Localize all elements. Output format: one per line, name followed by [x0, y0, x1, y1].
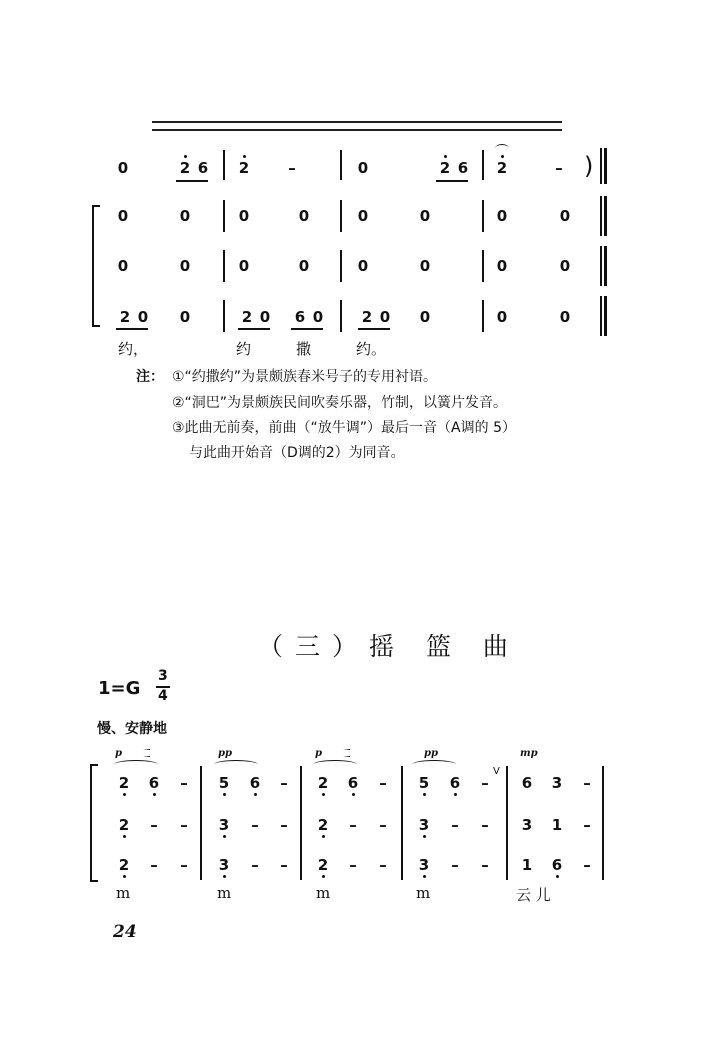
barline [602, 766, 604, 880]
note: – [379, 774, 387, 792]
note: 3 [409, 816, 439, 834]
note-item-1: ①“约撒约”为景颇族春米号子的专用衬语。 [172, 369, 438, 385]
note: 0 [496, 207, 508, 225]
note: – [481, 856, 489, 874]
barline [340, 300, 342, 332]
note: – [379, 856, 387, 874]
note: 0 [179, 308, 191, 326]
note: 0 [298, 207, 310, 225]
key-signature: 1=G [98, 678, 141, 699]
note: 2 [109, 774, 139, 792]
note: – [583, 856, 591, 874]
note: 3 [521, 816, 533, 834]
note: 6 [139, 774, 169, 792]
note: – [288, 159, 296, 177]
barline [340, 200, 342, 232]
barline [223, 150, 225, 180]
lyric: m [416, 884, 431, 902]
top-rule [152, 121, 562, 123]
note: 0 [559, 257, 571, 275]
note: – [583, 816, 591, 834]
note: – [481, 774, 489, 792]
barline [200, 766, 202, 880]
underline [116, 328, 148, 330]
underline [291, 328, 323, 330]
note: 2 [430, 159, 460, 177]
note: 2 [170, 159, 200, 177]
lyric: m [116, 884, 131, 902]
final-barline-thick [604, 246, 607, 286]
slur [114, 760, 158, 769]
note-item-3: ③此曲无前奏，前曲（“放牛调”）最后一音（A调的 5） [172, 420, 516, 436]
fermata [495, 144, 509, 153]
barline [300, 766, 302, 880]
note: 0 [312, 308, 324, 326]
final-barline-thick [604, 148, 607, 184]
dynamic-mark: pp [218, 748, 232, 759]
system-brace [90, 764, 98, 882]
time-signature-top: 3 [158, 668, 168, 684]
dynamic-mark: mp [520, 748, 538, 759]
note: 0 [117, 257, 129, 275]
barline [482, 200, 484, 232]
note: 3 [551, 774, 563, 792]
note: 0 [379, 308, 391, 326]
crescendo-hairpin [322, 749, 350, 757]
slur [313, 760, 357, 769]
note: – [180, 856, 188, 874]
note: 2 [308, 856, 338, 874]
note: – [349, 816, 357, 834]
final-barline-thick [604, 296, 607, 336]
piece-title: （三）摇 篮 曲 [258, 632, 520, 661]
lyric: 约 [236, 340, 252, 358]
note: 0 [419, 207, 431, 225]
note: 6 [338, 774, 368, 792]
tempo-marking: 慢、安静地 [97, 721, 167, 737]
final-barline [600, 296, 602, 336]
barline [340, 250, 342, 282]
lyric: m [217, 884, 232, 902]
note: 6 [440, 774, 470, 792]
note-item-2: ②“洞巴”为景颇族民间吹奏乐器，竹制，以簧片发音。 [172, 395, 508, 411]
note: 0 [357, 257, 369, 275]
underline [176, 180, 208, 182]
note: 6 [197, 159, 209, 177]
note: 0 [357, 207, 369, 225]
note: – [280, 816, 288, 834]
slur [412, 760, 456, 769]
note: 0 [238, 257, 250, 275]
note: 1 [551, 816, 563, 834]
crescendo-hairpin [122, 749, 150, 757]
note: – [451, 856, 459, 874]
lyric: 约， [118, 340, 149, 358]
note-item-4: 与此曲开始音（D调的2）为同音。 [189, 445, 405, 461]
note: – [379, 816, 387, 834]
note: 5 [209, 774, 239, 792]
slur [214, 760, 258, 769]
note: 2 [361, 308, 373, 326]
breath-mark: V [493, 766, 500, 777]
note: – [451, 816, 459, 834]
note: – [180, 816, 188, 834]
lyric: m [316, 884, 331, 902]
note: 0 [496, 308, 508, 326]
note: 0 [559, 207, 571, 225]
note: 0 [259, 308, 271, 326]
barline [340, 150, 342, 180]
note: 3 [409, 856, 439, 874]
note: 3 [209, 856, 239, 874]
note: 2 [109, 816, 139, 834]
barline [223, 250, 225, 282]
note: 0 [496, 257, 508, 275]
lyric: 云 儿 [516, 886, 551, 904]
note: 0 [137, 308, 149, 326]
page-number: 24 [113, 922, 137, 942]
barline [482, 250, 484, 282]
dynamic-mark: pp [424, 748, 438, 759]
note: 2 [308, 774, 338, 792]
final-barline [600, 196, 602, 236]
note: 0 [117, 159, 129, 177]
note: – [150, 856, 158, 874]
top-rule-2 [152, 129, 562, 131]
final-barline [600, 246, 602, 286]
lyric: 约。 [356, 340, 387, 358]
underline [358, 328, 390, 330]
note: 0 [238, 207, 250, 225]
note: 5 [409, 774, 439, 792]
final-barline [600, 148, 602, 184]
lyric: 撒 [296, 340, 312, 358]
note: 2 [487, 159, 517, 177]
barline [401, 766, 403, 880]
note: – [481, 816, 489, 834]
note: – [349, 856, 357, 874]
note: – [251, 856, 259, 874]
barline [482, 150, 484, 180]
note: – [583, 774, 591, 792]
note: 0 [357, 159, 369, 177]
note: 1 [521, 856, 533, 874]
note: – [280, 774, 288, 792]
dynamic-mark: p [315, 748, 322, 759]
note: 6 [457, 159, 469, 177]
note: 2 [241, 308, 253, 326]
note: 0 [298, 257, 310, 275]
note: 2 [308, 816, 338, 834]
barline [223, 300, 225, 332]
note: 0 [419, 308, 431, 326]
note: – [555, 159, 563, 177]
note: – [150, 816, 158, 834]
note: 6 [240, 774, 270, 792]
note: 2 [229, 159, 259, 177]
dynamic-mark: p [115, 748, 122, 759]
note: 2 [109, 856, 139, 874]
note: 3 [209, 816, 239, 834]
note: – [280, 856, 288, 874]
note: – [251, 816, 259, 834]
note: 0 [117, 207, 129, 225]
barline [223, 200, 225, 232]
note: 6 [521, 774, 533, 792]
note: 0 [179, 257, 191, 275]
note: 6 [542, 856, 572, 874]
note: 0 [559, 308, 571, 326]
note: 2 [119, 308, 131, 326]
note: – [180, 774, 188, 792]
closing-paren: ) [584, 152, 594, 180]
barline [506, 766, 508, 880]
underline [238, 328, 270, 330]
note: 0 [179, 207, 191, 225]
note: 6 [294, 308, 306, 326]
system-brace [92, 205, 100, 327]
notes-label: 注： [136, 369, 164, 385]
note: 0 [419, 257, 431, 275]
barline [482, 300, 484, 332]
underline [436, 180, 468, 182]
final-barline-thick [604, 196, 607, 236]
time-signature-bottom: 4 [158, 688, 168, 704]
